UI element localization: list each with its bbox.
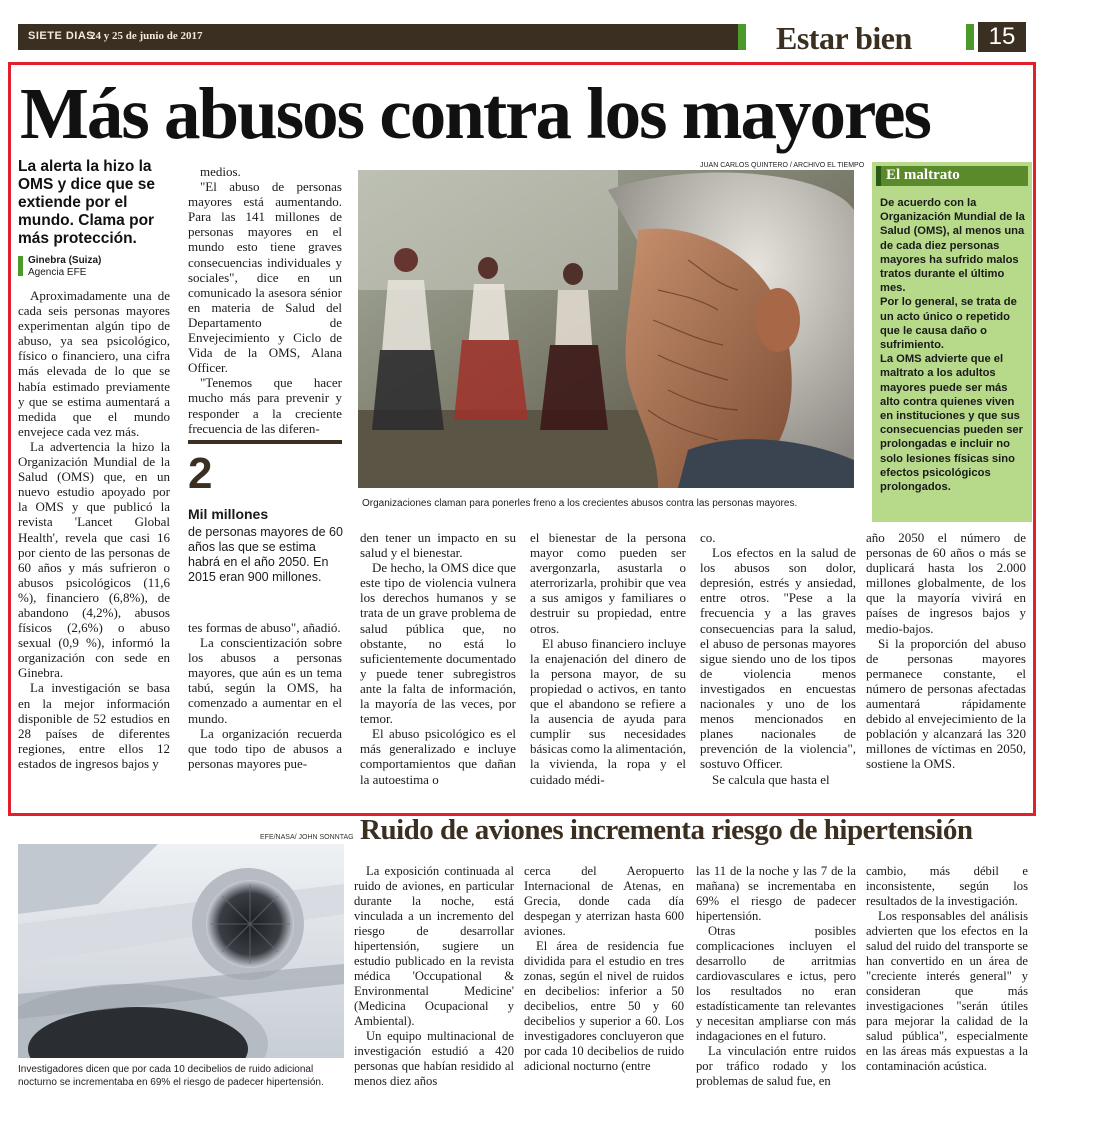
page-number-accent bbox=[966, 24, 974, 50]
header-accent bbox=[738, 24, 746, 50]
paragraph: medios. bbox=[200, 164, 241, 179]
second-headline: Ruido de aviones incrementa riesgo de hipertensión bbox=[360, 814, 973, 846]
paragraph: Si la proporción del abuso de personas mayores permanece constante, el número de personas afectadas aumentará rápidamente debido al envejecimiento de la población y alcanzará las 320 millones de víctimas en 2050, sostiene la OMS. bbox=[866, 635, 1026, 772]
airplane-engine-photo bbox=[18, 844, 344, 1058]
paragraph: El área de residencia fue dividida para el estudio en tres zonas, según el nivel de ruidos en decibelios: inferior a 50 decibelios, entre 50 y 60 decibelios y superior a 60. Los investigadores concluyeron que por cada 10 decibelios de ruido adicional nocturno (entre bbox=[524, 939, 684, 1073]
main-headline: Más abusos contra los mayores bbox=[20, 73, 930, 154]
issue-date: 24 y 25 de junio de 2017 bbox=[90, 30, 203, 42]
paragraph: Los responsables del análisis advierten que los efectos en la salud del ruido del transporte se han convertido en un área de "creciente interés general" y consideran que más investigaciones "serán útiles para mejorar la calidad de la salud pública", especialmente en las áreas más expuestas a la contaminación acústica. bbox=[866, 909, 1028, 1073]
photo-credit: JUAN CARLOS QUINTERO / ARCHIVO EL TIEMPO bbox=[700, 162, 865, 169]
paragraph: Otras posibles complicaciones incluyen el desarrollo de arritmias cardiovasculares e ictus, pero los resultados no eran estadísticamente tan relevantes y necesitan ampliarse con más indagaciones en el futuro. bbox=[696, 924, 856, 1043]
paragraph: co. bbox=[700, 530, 716, 545]
stat-label: Mil millones bbox=[188, 506, 269, 522]
sidebar-paragraph: La OMS advierte que el maltrato a los adultos mayores puede ser más alto contra quienes viven en instituciones y que sus consecuencias pueden ser prolongadas e incluir no solo lesiones físicas sino efectos psicológicos prolongados. bbox=[880, 353, 1024, 494]
photo2-caption: Investigadores dicen que por cada 10 decibelios de ruido adicional nocturno se incrementaba en 69% el riesgo de padecer hipertensión. bbox=[18, 1064, 324, 1088]
elderly-woman-photo bbox=[358, 170, 854, 488]
paragraph: La advertencia la hizo la Organización Mundial de la Salud (OMS) que, en un nuevo estudio apoyado por la OMS y que publicó la revista 'Lancet Global Health', revela que casi 16 por ciento de las personas de 60 años y más sufrieron o abusos psicológicos (11,6 %), financiero (6,8%), de abandono (4,2%), abusos físicos (2,6%) o abuso sexual (0,9 %), informó la organización con sede en Ginebra. bbox=[18, 438, 170, 681]
stat-text: de personas mayores de 60 años las que se estima habrá en el año 2050. En 2015 eran 900 millones. bbox=[188, 525, 343, 584]
paragraph: "El abuso de personas mayores está aumentando. Para las 141 millones de personas mayores en el mundo esto tiene graves consecuencias individuales y sociales", dice en un comunicado la asesora sénior en materia de Salud del Departamento de Envejecimiento y Ciclo de Vida de la OMS, Alana Officer. bbox=[188, 179, 342, 376]
stat-divider bbox=[188, 440, 342, 444]
article2-column-1 bbox=[354, 864, 514, 1089]
section-title: Estar bien bbox=[776, 20, 912, 56]
article2-column-4 bbox=[866, 864, 1028, 1074]
paragraph: Se calcula que hasta el bbox=[712, 771, 830, 787]
page-number: 15 bbox=[978, 22, 1026, 52]
sidebar-title: El maltrato bbox=[886, 167, 960, 183]
paragraph: año 2050 el número de personas de 60 años o más se duplicará hasta los 2.000 millones globalmente, de los que la mayoría vivirá en países de ingresos bajos y medio-bajos. bbox=[866, 530, 1026, 636]
article-column-4 bbox=[530, 530, 686, 787]
paragraph: La investigación se basa en la mejor información disponible de 52 estudios en 28 países de diferentes regiones, entre ellos 12 estados de ingresos bajos y bbox=[18, 680, 170, 771]
paragraph: "Tenemos que hacer mucho más para prevenir y responder a la creciente frecuencia de las diferen- bbox=[188, 375, 342, 436]
article2-column-3 bbox=[696, 864, 856, 1089]
paragraph: las 11 de la noche y las 7 de la mañana) se incrementaba en 69% el riesgo de padecer hipertensión. bbox=[696, 864, 856, 923]
stat-number: 2 bbox=[188, 449, 213, 498]
sidebar-header-accent bbox=[876, 166, 881, 186]
article2-column-2 bbox=[524, 864, 684, 1074]
byline-place: Ginebra (Suiza) bbox=[28, 255, 102, 266]
sidebar-paragraph: Por lo general, se trata de un acto único o repetido que le causa daño o sufrimiento. bbox=[880, 296, 1017, 352]
paragraph: el bienestar de la persona mayor como pueden ser avergonzarla, asustarla o aterrorizarla, prohibir que vea a sus amigos y familiares o destruir su propiedad, entre otros. bbox=[530, 530, 686, 636]
paragraph: cerca del Aeropuerto Internacional de Atenas, en Grecia, donde cada día despegan y aterrizan hasta 600 aviones. bbox=[524, 864, 684, 938]
paragraph: Aproximadamente una de cada seis personas mayores experimentan algún tipo de abuso, ya sea psicológico, físico o financiero, una cifra más elevada de lo que se había estimado previamente y que se estima aumentará a medida que el mundo envejece cada vez más. bbox=[18, 288, 170, 439]
paragraph: den tener un impacto en su salud y el bienestar. bbox=[360, 530, 516, 561]
header-bar bbox=[18, 24, 746, 50]
paragraph: La conscientización sobre los abusos a personas mayores, que aún es un tema tabú, según la OMS, ha comenzado a aumentar en el mundo. bbox=[188, 635, 342, 726]
paragraph: De hecho, la OMS dice que este tipo de violencia vulnera los derechos humanos y se trata de un grave problema de salud pública que, no obstante, no está lo suficientemente documentado y puede tener subregistros ante la falta de información, la mayoría de las veces, por temor. bbox=[360, 560, 516, 727]
paragraph: El abuso financiero incluye la enajenación del dinero de la persona mayor, de su propiedad o activos, en tanto que el abandono se refiere a la ausencia de ayuda para cumplir sus necesidades básicas como la alimentación, la vivienda, la ropa y el cuidado médi- bbox=[530, 635, 686, 787]
brand-label: SIETE DIAS bbox=[28, 30, 95, 42]
paragraph: tes formas de abuso", añadió. bbox=[188, 620, 341, 635]
article-column-6 bbox=[866, 530, 1026, 772]
article-deck: La alerta la hizo la OMS y dice que se extiende por el mundo. Clama por más protección. bbox=[18, 158, 155, 247]
photo2-illustration bbox=[18, 844, 344, 1058]
article-column-2-bottom bbox=[188, 620, 342, 771]
paragraph: La organización recuerda que todo tipo de abusos a personas mayores pue- bbox=[188, 725, 342, 771]
photo-illustration bbox=[358, 170, 854, 488]
byline bbox=[28, 255, 101, 279]
article-column-5 bbox=[700, 530, 856, 787]
paragraph: cambio, más débil e inconsistente, según los resultados de la investigación. bbox=[866, 864, 1028, 908]
article-column-2-top bbox=[188, 164, 342, 436]
photo-caption: Organizaciones claman para ponerles freno a los crecientes abusos contra las personas mayores. bbox=[362, 498, 798, 509]
paragraph: Los efectos en la salud de los abusos son dolor, depresión, estrés y ansiedad, entre otros. "Pese a la frecuencia y a las graves consecuencias para la salud, el abuso de personas mayores sigue siendo uno de los tipos de violencia menos investigados en encuestas nacionales y uno de los menos mencionados en planes nacionales de prevención de la violencia", sostuvo Officer. bbox=[700, 545, 856, 772]
paragraph: La vinculación entre ruidos por tráfico rodado y los problemas de salud fue, en bbox=[696, 1044, 856, 1088]
paragraph: Un equipo multinacional de investigación estudió a 420 personas que habían residido al menos diez años bbox=[354, 1029, 514, 1088]
byline-agency: Agencia EFE bbox=[28, 267, 87, 278]
sidebar-paragraph: De acuerdo con la Organización Mundial de la Salud (OMS), al menos una de cada diez personas mayores ha sufrido malos tratos durante el último mes. bbox=[880, 197, 1025, 295]
sidebar-body bbox=[880, 196, 1026, 494]
article-column-3 bbox=[360, 530, 516, 787]
photo2-credit: EFE/NASA/ JOHN SONNTAG bbox=[260, 834, 354, 841]
article-column-1 bbox=[18, 288, 170, 771]
byline-accent bbox=[18, 256, 23, 276]
paragraph: El abuso psicológico es el más generalizado e incluye comportamientos que dañan la autoestima o bbox=[360, 726, 516, 787]
sidebar-header bbox=[876, 166, 1028, 186]
paragraph: La exposición continuada al ruido de aviones, en particular durante la noche, está vinculada a un incremento del riesgo de desarrollar hipertensión, sugiere un estudio publicado en la revista médica 'Occupational & Environmental Medicine' (Medicina Ocupacional y Ambiental). bbox=[354, 864, 514, 1028]
